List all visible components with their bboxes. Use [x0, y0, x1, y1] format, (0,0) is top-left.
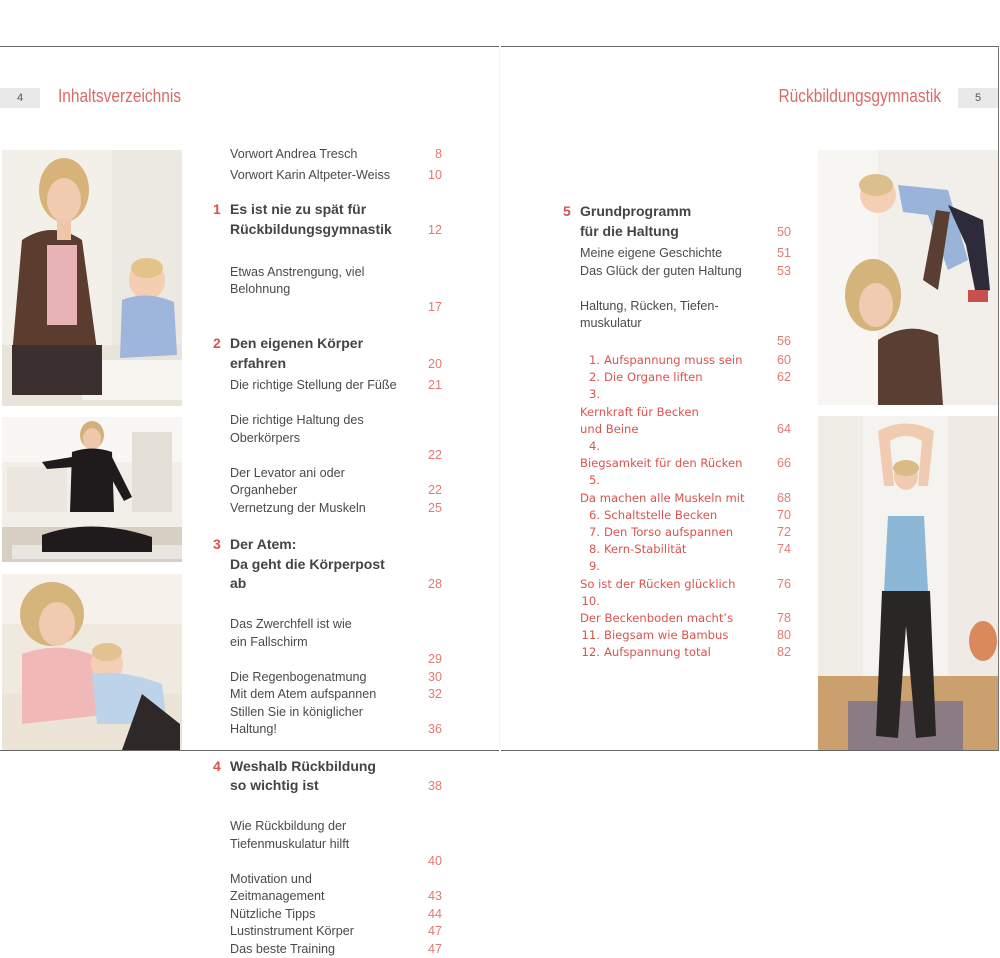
- toc-exercise[interactable]: 2. Die Organe liften 62: [580, 369, 791, 386]
- toc-chapter-3[interactable]: 3 Der Atem: Da geht die Körperpost ab 28: [230, 535, 442, 594]
- toc-exercise[interactable]: 8. Kern-Stabilität 74: [580, 541, 791, 558]
- toc-entry[interactable]: Das beste Training 47: [230, 941, 442, 958]
- left-toc: [230, 146, 442, 958]
- toc-exercise[interactable]: 10.Der Beckenboden macht’s 78: [580, 593, 791, 627]
- toc-chapter-1[interactable]: 1 Es ist nie zu spät für Rückbildungsgymnastik 12: [230, 200, 442, 239]
- toc-entry[interactable]: Die Regenbogenatmung 30: [230, 669, 442, 687]
- toc-exercise[interactable]: 12. Aufspannung total 82: [580, 644, 791, 661]
- exercise-list: [580, 352, 791, 662]
- right-toc: [580, 202, 791, 662]
- toc-exercise[interactable]: 6. Schaltstelle Becken 70: [580, 507, 791, 524]
- toc-entry[interactable]: Lustinstrument Körper 47: [230, 923, 442, 941]
- toc-entry[interactable]: Nützliche Tipps 44: [230, 906, 442, 924]
- toc-chapter-5[interactable]: 5 Grundprogramm für die Haltung 50: [580, 202, 791, 241]
- toc-entry[interactable]: Vorwort Andrea Tresch 8: [230, 146, 442, 164]
- photo-mother-holding-baby: [2, 574, 182, 750]
- toc-entry[interactable]: Meine eigene Geschichte 51: [580, 245, 791, 263]
- right-page-header: Rückbildungsgymnastik: [778, 86, 941, 107]
- toc-exercise[interactable]: 4.Biegsamkeit für den Rücken 66: [580, 438, 791, 472]
- photo-woman-stretching-arms-up: [818, 416, 998, 750]
- toc-exercise[interactable]: 9.So ist der Rücken glücklich 76: [580, 558, 791, 592]
- left-page-header: Inhaltsverzeichnis: [58, 86, 181, 107]
- toc-exercise[interactable]: 3.Kernkraft für Becken und Beine 64: [580, 386, 791, 438]
- toc-entry[interactable]: Die richtige Haltung des Oberkörpers 22: [230, 395, 442, 465]
- toc-entry[interactable]: Etwas Anstrengung, viel Belohnung 17: [230, 246, 442, 316]
- toc-entry[interactable]: Vernetzung der Muskeln 25: [230, 500, 442, 518]
- toc-entry[interactable]: Stillen Sie in königlicher Haltung! 36: [230, 704, 442, 739]
- toc-exercise[interactable]: 7. Den Torso aufspannen 72: [580, 524, 791, 541]
- right-page-number: 5: [958, 88, 998, 108]
- toc-entry[interactable]: Wie Rückbildung der Tiefenmuskulatur hilft 40: [230, 801, 442, 871]
- toc-exercise[interactable]: 5.Da machen alle Muskeln mit 68: [580, 472, 791, 506]
- toc-entry[interactable]: Das Zwerchfell ist wie ein Fallschirm 29: [230, 599, 442, 669]
- book-gutter: [499, 46, 501, 751]
- toc-chapter-2[interactable]: 2 Den eigenen Körper erfahren 20: [230, 334, 442, 373]
- toc-chapter-4[interactable]: 4 Weshalb Rückbildung so wichtig ist 38: [230, 757, 442, 796]
- photo-mother-with-baby-smiling: [2, 150, 182, 406]
- toc-entry[interactable]: Motivation und Zeitmanagement 43: [230, 871, 442, 906]
- left-page-number: 4: [0, 88, 40, 108]
- photo-woman-sitting-breathing: [2, 417, 182, 562]
- toc-entry[interactable]: Vorwort Karin Altpeter-Weiss 10: [230, 167, 442, 185]
- toc-entry[interactable]: Das Glück der guten Haltung 53: [580, 263, 791, 281]
- toc-entry[interactable]: Mit dem Atem aufspannen 32: [230, 686, 442, 704]
- toc-entry[interactable]: Haltung, Rücken, Tiefen- muskulatur 56: [580, 280, 791, 350]
- photo-mother-lifting-baby: [818, 150, 998, 405]
- toc-entry[interactable]: Der Levator ani oder Organheber 22: [230, 465, 442, 500]
- toc-entry[interactable]: Die richtige Stellung der Füße 21: [230, 377, 442, 395]
- toc-exercise[interactable]: 11. Biegsam wie Bambus 80: [580, 627, 791, 644]
- toc-exercise[interactable]: 1. Aufspannung muss sein 60: [580, 352, 791, 369]
